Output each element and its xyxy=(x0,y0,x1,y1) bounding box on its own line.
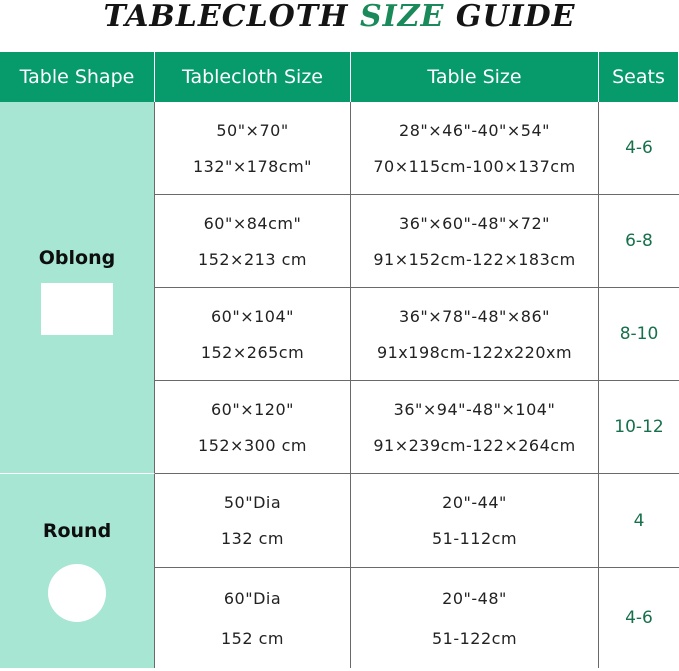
tablecloth-size-inches: 60"×104" xyxy=(210,306,295,326)
tablecloth-size-inches: 50"×70" xyxy=(216,120,289,140)
tablecloth-size-cell xyxy=(155,474,351,568)
table-size-cm: 91×239cm-122×264cm xyxy=(373,435,576,455)
oblong-label: Oblong xyxy=(38,246,116,269)
table-size-cm: 91×152cm-122×183cm xyxy=(373,249,576,269)
seats-cell: 8-10 xyxy=(599,288,679,381)
page-title xyxy=(0,0,679,40)
table-size-inches: 36"×78"-48"×86" xyxy=(399,306,550,326)
tablecloth-size-cm: 132 cm xyxy=(220,529,284,549)
tablecloth-size-cell xyxy=(155,568,351,668)
seats-cell: 4-6 xyxy=(599,102,679,195)
header-seats: Seats xyxy=(599,52,679,102)
table-size-cell xyxy=(351,102,599,195)
seats-cell: 4-6 xyxy=(625,608,653,628)
oblong-swatch xyxy=(41,283,113,335)
round-swatch xyxy=(48,564,106,622)
tablecloth-size-cm: 152 cm xyxy=(220,628,284,648)
table-size-inches: 20"-48" xyxy=(442,588,507,608)
tablecloth-size-cell xyxy=(155,195,351,288)
tablecloth-size-inches: 50"Dia xyxy=(223,492,282,512)
tablecloth-size-inches: 60"×84cm" xyxy=(203,213,302,233)
tablecloth-size-cm: 152×213 cm xyxy=(198,249,307,269)
table-size-cm: 91x198cm-122x220xm xyxy=(376,342,573,362)
header-table-shape: Table Shape xyxy=(0,52,155,102)
tablecloth-size-cm: 152×265cm xyxy=(200,342,305,362)
seats-cell: 6-8 xyxy=(599,195,679,288)
title-part-1: TABLECLOTH xyxy=(103,0,360,34)
table-size-inches: 28"×46"-40"×54" xyxy=(399,120,550,140)
table-size-cell xyxy=(351,381,599,474)
tablecloth-size-cell xyxy=(155,102,351,195)
title-part-2: GUIDE xyxy=(444,0,576,34)
table-size-cell xyxy=(351,474,599,568)
table-size-cm: 51-122cm xyxy=(431,628,518,648)
round-shape-cell xyxy=(0,474,155,668)
seats-cell: 10-12 xyxy=(599,381,679,474)
table-size-cm: 70×115cm-100×137cm xyxy=(373,156,576,176)
table-size-cell xyxy=(351,195,599,288)
tablecloth-size-inches: 60"Dia xyxy=(223,588,282,608)
header-tablecloth-size: Tablecloth Size xyxy=(155,52,351,102)
tablecloth-size-cm: 132"×178cm" xyxy=(192,156,313,176)
table-size-inches: 36"×60"-48"×72" xyxy=(399,213,550,233)
tablecloth-size-cell xyxy=(155,288,351,381)
tablecloth-size-cell xyxy=(155,381,351,474)
table-size-inches: 20"-44" xyxy=(442,492,507,512)
tablecloth-size-inches: 60"×120" xyxy=(210,399,295,419)
table-size-inches: 36"×94"-48"×104" xyxy=(393,399,556,419)
table-size-cell xyxy=(351,568,599,668)
round-label: Round xyxy=(42,520,112,542)
oblong-shape-cell xyxy=(0,102,155,474)
seats-cell: 4 xyxy=(599,474,679,568)
header-table-size: Table Size xyxy=(351,52,599,102)
table-size-cm: 51-112cm xyxy=(431,529,518,549)
size-guide-table xyxy=(0,52,679,668)
table-size-cell xyxy=(351,288,599,381)
title-accent: SIZE xyxy=(359,0,445,34)
tablecloth-size-cm: 152×300 cm xyxy=(198,435,307,455)
